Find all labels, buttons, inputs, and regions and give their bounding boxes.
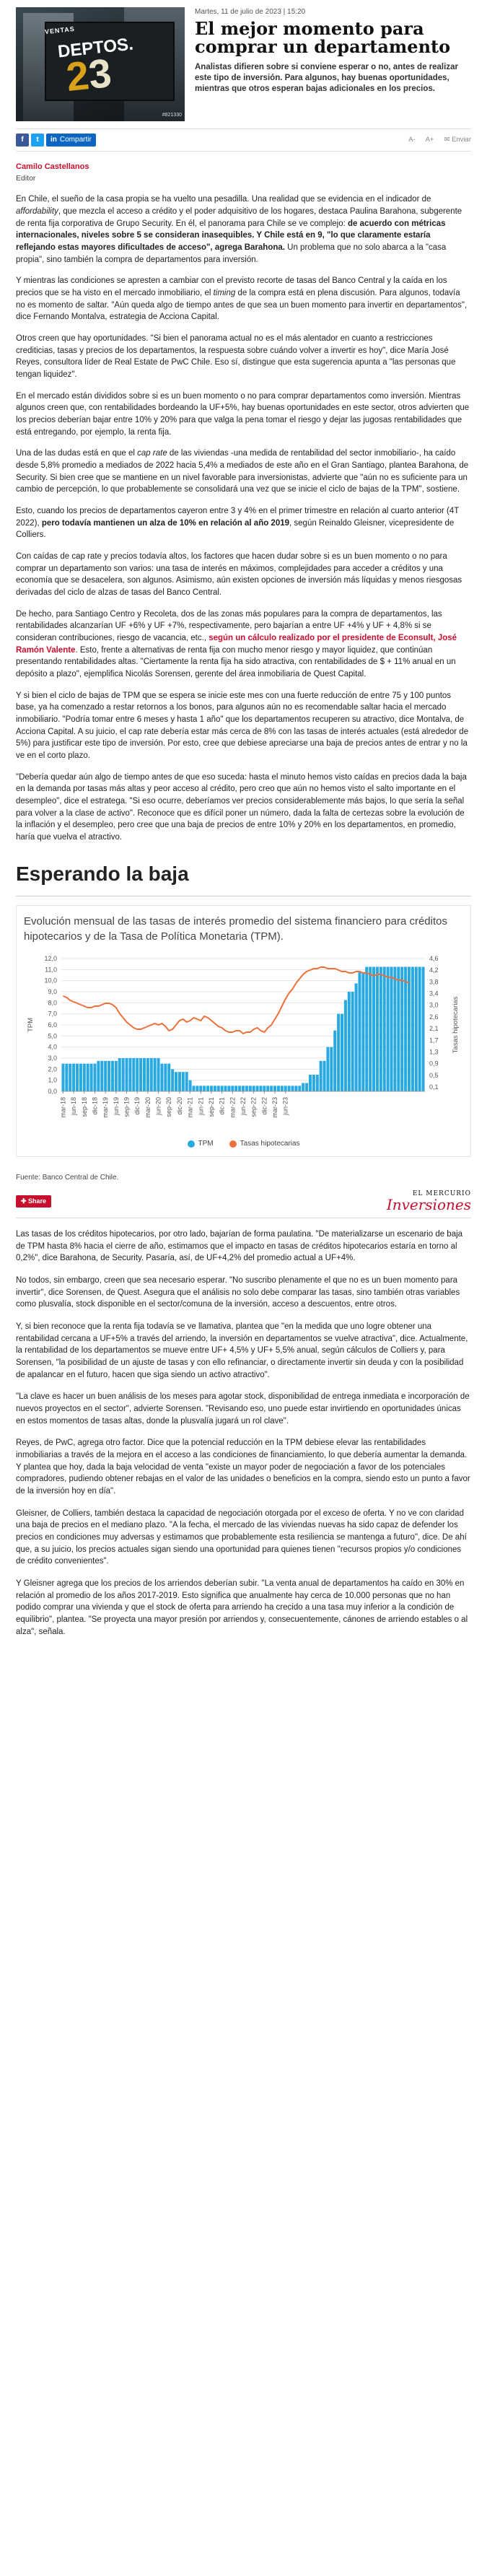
tpm-bar <box>316 1075 319 1091</box>
tpm-bar <box>90 1063 93 1091</box>
tpm-bar <box>217 1086 220 1091</box>
chart-legend <box>24 1139 463 1150</box>
tpm-bar <box>348 992 351 1091</box>
tpm-bar <box>87 1063 89 1091</box>
tpm-bar <box>118 1058 121 1091</box>
tpm-bar <box>136 1058 139 1091</box>
tpm-bar <box>358 972 361 1091</box>
y-tick-label: 4,0 <box>48 1043 57 1051</box>
tpm-bar <box>390 966 393 1091</box>
paragraph: Y mientras las condiciones se apresten a cambiar con el previsto recorte de tasas del Banco Central y la caída en los precios que se ha visto en el mercado inmobiliario, el timing de la compra está en plena discusión. Para algunos, todavía no es momento de saltar. "Aún queda algo de tiempo antes de que sea un buen momento para invertir en departamentos", dice Fernando Montalva, estrategia de Acciona Capital. <box>16 276 468 322</box>
tpm-bar <box>139 1058 142 1091</box>
y-tick-label: 9,0 <box>48 987 57 995</box>
tpm-bar <box>415 966 418 1091</box>
tpm-bar <box>171 1069 174 1091</box>
tpm-bar <box>100 1061 103 1091</box>
paragraph: Otros creen que hay oportunidades. "Si bien el panorama actual no es el más alentador en cuanto a restricciones crediticias, tasas y precios de los departamentos, la respuesta sobre cuándo volver a invertir es hoy", dice María José Reyes, consultora líder de Real Estate de PwC Chile. Eso sí, distingue que esta sugerencia apunta a "las personas que tengan liquidez". <box>16 333 456 379</box>
tpm-bar <box>97 1061 100 1091</box>
x-tick-label: sep-19 <box>123 1096 131 1117</box>
tpm-bar <box>203 1086 206 1091</box>
tpm-bar <box>69 1063 71 1091</box>
tpm-bar <box>404 966 407 1091</box>
paragraph: Las tasas de los créditos hipotecarios, por otro lado, bajarían de forma paulatina. "De materializarse un escenario de baja de TPM hasta 8% hacia el cierre de año, estimamos que el impacto en tasas de créditos hipotecarios estaría en torno al 0,2%", dice Barahona, de Security. Pasaría, así, de UF+4,2% del promedio actual a UF+4%. <box>16 1229 463 1263</box>
tpm-bar <box>245 1086 248 1091</box>
y2-axis-label: Tasas hipotecarias <box>452 996 460 1054</box>
tpm-bar <box>369 966 372 1091</box>
tpm-bar <box>273 1086 276 1091</box>
tpm-bar <box>150 1058 153 1091</box>
tpm-bar <box>122 1058 125 1091</box>
tpm-bar <box>189 1080 192 1091</box>
author-role: Editor <box>16 173 36 183</box>
tpm-bar <box>263 1086 266 1091</box>
tpm-bar <box>351 992 354 1091</box>
author-name[interactable]: Camilo Castellanos <box>16 162 89 171</box>
publish-date: Martes, 11 de julio de 2023 | 15:20 <box>195 8 306 16</box>
tpm-bar <box>108 1061 110 1091</box>
tpm-bar <box>284 1086 287 1091</box>
y2-tick-label: 4,6 <box>429 954 439 962</box>
tpm-bar <box>234 1086 237 1091</box>
x-tick-label: mar-21 <box>186 1096 194 1118</box>
paragraph: "Debería quedar aún algo de tiempo antes de que eso suceda: hasta el minuto hemos visto caídas en precios dada la baja en la demanda por tasas más altas y peor acceso al crédito, pero creo que aún no hemos visto el salto importante en el desempleo", dice el estratega. "Si eso ocurre, deberíamos ver precios considerablemente más bajos, lo que sería la señal para volver a la clase de activo". Reconoce que es difícil poner un número, dada la falta de certezas sobre la evolución de la inflación y el desempleo, pero cree que una baja de precios de entre 10% y 20% en los departamentos, en promedio, haría que vuelva el atractivo. <box>16 772 467 842</box>
tpm-bar <box>379 966 382 1091</box>
author-block <box>16 162 471 184</box>
photo-sign-number: 23 <box>63 49 114 100</box>
tpm-bar <box>164 1063 167 1091</box>
legend-item-tpm[interactable]: TPM <box>188 1139 214 1150</box>
tpm-bar <box>302 1083 304 1091</box>
tpm-bar <box>93 1063 96 1091</box>
share-buttons <box>16 134 96 147</box>
header-text <box>195 7 471 121</box>
send-button[interactable]: ✉ Enviar <box>444 136 471 144</box>
tpm-bar <box>192 1086 195 1091</box>
tpm-bar <box>143 1058 146 1091</box>
x-tick-label: jun-22 <box>240 1096 247 1115</box>
tpm-swatch-icon <box>188 1140 195 1148</box>
hipotecarias-swatch-icon <box>229 1140 237 1148</box>
tpm-bar <box>206 1086 209 1091</box>
tpm-bar <box>418 966 421 1091</box>
tpm-bar <box>238 1086 241 1091</box>
tpm-bar <box>79 1063 82 1091</box>
share-button[interactable]: ✚ Share <box>16 1195 51 1208</box>
tpm-bar <box>154 1058 157 1091</box>
tpm-bar <box>199 1086 202 1091</box>
x-tick-label: sep-20 <box>165 1096 173 1117</box>
x-tick-label: jun-20 <box>154 1096 162 1115</box>
tpm-bar <box>312 1075 315 1091</box>
y-tick-label: 2,0 <box>48 1065 57 1073</box>
tpm-bar <box>355 983 358 1091</box>
x-tick-label: dic-18 <box>91 1096 99 1115</box>
article-header <box>16 0 471 121</box>
tpm-bar <box>270 1086 273 1091</box>
tpm-bar <box>256 1086 259 1091</box>
chart-source: Fuente: Banco Central de Chile. <box>16 1174 119 1182</box>
tpm-bar <box>281 1086 284 1091</box>
paragraph: Y Gleisner agrega que los precios de los arriendos deberían subir. "La venta anual de departamentos ha caído en 30% en relación al promedio de los años 2017-2019. Esto significa que anualmente hay cerca de 10.000 personas que no han podido comprar una vivienda y que el stock de oferta para arriendo ha crecido a una tasa muy inferior a la condición de equilibrio", plantea. "Se proyecta una mayor presión por arriendos y, consecuentemente, cánones de arriendo estables o al alza", señala. <box>16 1579 468 1636</box>
tpm-bar <box>337 1013 340 1091</box>
x-tick-label: sep-18 <box>80 1096 88 1117</box>
y-tick-label: 0,0 <box>48 1087 57 1095</box>
tpm-bar <box>411 966 414 1091</box>
tpm-bar <box>65 1063 68 1091</box>
chart-plot <box>24 950 463 1138</box>
paragraph: Reyes, de PwC, agrega otro factor. Dice que la potencial reducción en la TPM debiese elevar las rentabilidades inmobiliarias a través de la mejora en el acceso a las condiciones de financiamiento, lo que debería aumentar la demanda. Y plantea que hoy, dada la baja velocidad de venta "existe un mayor poder de negociación a favor de los potenciales compradores, pudiendo obtener rebajas en el valor de las unidades o beneficios en la compra, siendo esto un punto a favor de la inversión hoy en día". <box>16 1438 470 1496</box>
paragraph: En Chile, el sueño de la casa propia se ha vuelto una pesadilla. Una realidad que se evidencia en el indicador de affordability, que mezcla el acceso a crédito y el poder adquisitivo de los hogares, destaca Paulina Barahona, subgerente de renta fija corporativa de Grupo Security. En él, el panorama para Chile se ve complejo: de acuerdo con métricas internacionales, niveles sobre 5 se consideran inasequibles. Y Chile está en 9, "lo que claramente estaría reflejando estas mayores dificultades de acceso", agrega Barahona. Un problema que no solo abarca a la "casa propia", sino también la compra de departamentos para inversión. <box>16 195 462 264</box>
tpm-bar <box>422 966 425 1091</box>
tpm-bar <box>309 1075 312 1091</box>
tpm-bar <box>115 1061 118 1091</box>
tpm-bar <box>376 966 379 1091</box>
tpm-bar <box>83 1063 86 1091</box>
tpm-bar <box>320 1061 323 1091</box>
y2-tick-label: 2,1 <box>429 1024 439 1032</box>
y2-tick-label: 0,1 <box>429 1083 439 1091</box>
tpm-bar <box>291 1086 294 1091</box>
tpm-bar <box>128 1058 131 1091</box>
y-tick-label: 6,0 <box>48 1021 57 1029</box>
y-tick-label: 3,0 <box>48 1054 57 1062</box>
envelope-icon: ✉ <box>444 136 452 144</box>
page-title: El mejor momento para comprar un departamento <box>195 17 451 58</box>
tpm-bar <box>104 1061 107 1091</box>
tpm-bar <box>214 1086 216 1091</box>
tpm-bar <box>326 1047 329 1091</box>
x-tick-label: dic-21 <box>218 1096 226 1115</box>
y2-tick-label: 1,3 <box>429 1048 439 1056</box>
tpm-bar <box>372 966 375 1091</box>
article-toolbar <box>16 128 471 152</box>
x-tick-label: mar-22 <box>229 1096 237 1118</box>
tpm-bar <box>323 1061 326 1091</box>
paragraph: Con caídas de cap rate y precios todavía altos, los factores que hacen dudar sobre si es un buen momento o no para comprar un departamento son varios: una tasa de interés en máximos, complejidades para acceder a créditos y una economía que se desacelera, son algunos. Asimismo, aún existen opciones de inversión más líquidas y menos riesgosas derivadas del ciclo de alzas de tasas del Banco Central. <box>16 551 462 597</box>
paragraph: "La clave es hacer un buen análisis de los meses para agotar stock, disponibilidad de entrega inmediata e incorporación de nuevos proyectos en el sector", advierte Sorensen. "Revisando eso, uno puede estar invirtiendo en oportunidades únicas en estos momentos de tasas altas, donde la plusvalía jugará un rol clave". <box>16 1392 470 1425</box>
y2-tick-label: 2,6 <box>429 1013 439 1021</box>
y-axis-label: TPM <box>27 1017 35 1032</box>
tpm-bar <box>61 1063 64 1091</box>
tpm-bar <box>408 966 411 1091</box>
x-tick-label: mar-19 <box>102 1096 110 1118</box>
tpm-bar <box>178 1072 181 1091</box>
tpm-bar <box>383 966 386 1091</box>
linkedin-share-button[interactable]: in Compartir <box>46 134 96 147</box>
photo-sign-main: DEPTOS. <box>56 34 134 62</box>
article-body-continued <box>16 1228 471 1659</box>
econsult-link[interactable]: según un cálculo realizado por el presidente de Econsult, José Ramón Valente <box>16 633 457 655</box>
y-tick-label: 8,0 <box>48 999 57 1007</box>
paragraph: Esto, cuando los precios de departamentos cayeron entre 3 y 4% en el primer trimestre en relación al cuarto anterior (4T 2022), pero todavía mantienen un alza de 10% en relación al año 2019, según Reinaldo Gleisner, vicepresidente de Colliers. <box>16 506 460 540</box>
x-tick-label: sep-21 <box>207 1096 215 1117</box>
y2-tick-label: 0,5 <box>429 1071 439 1079</box>
tpm-bar <box>231 1086 234 1091</box>
x-tick-label: dic-19 <box>133 1096 141 1115</box>
tpm-bar <box>224 1086 227 1091</box>
tpm-bar <box>253 1086 255 1091</box>
y2-tick-label: 3,0 <box>429 1001 439 1009</box>
share-row <box>16 1191 471 1218</box>
tpm-bar <box>294 1086 297 1091</box>
legend-item-hipotecarias[interactable]: Tasas hipotecarias <box>229 1139 300 1150</box>
y-tick-label: 5,0 <box>48 1032 57 1040</box>
paragraph: En el mercado están divididos sobre si es un buen momento o no para comprar departamentos como inversión. Mientras algunos creen que, con rentabilidades bordeando la UF+5%, hay buenas oportunidades en este sector, otros advierten que los precios deberían bajar entre 10% y 20% para que valga la pena tomar el riesgo y dejar las jugosas rentabilidades que está entregando, por ejemplo, la renta fija. <box>16 391 470 437</box>
facebook-share-button[interactable]: f <box>16 134 29 147</box>
tpm-bar <box>227 1086 230 1091</box>
tpm-bar <box>397 966 400 1091</box>
tpm-bar <box>210 1086 213 1091</box>
tpm-bar <box>393 966 396 1091</box>
y-tick-label: 1,0 <box>48 1076 57 1084</box>
section-heading: Esperando la baja <box>16 860 471 897</box>
tpm-bar <box>182 1072 185 1091</box>
tpm-bar <box>259 1086 262 1091</box>
tpm-bar <box>361 972 364 1091</box>
share-icon: ✚ <box>21 1197 29 1205</box>
tpm-bar <box>298 1086 301 1091</box>
tpm-bar <box>277 1086 280 1091</box>
x-tick-label: jun-21 <box>197 1096 205 1115</box>
rates-chart <box>16 905 471 1157</box>
twitter-share-button[interactable]: t <box>31 134 44 147</box>
tpm-bar <box>266 1086 269 1091</box>
tpm-bar <box>365 966 368 1091</box>
paragraph: De hecho, para Santiago Centro y Recoleta, dos de las zonas más populares para la compra de departamentos, las rentabilidades alcanzarían UF +6% y UF +7%, respectivamente, pero bajarían a entre UF +4% y UF + 4,8% si se consideran contribuciones, riesgo de vacancia, etc., según un cálculo realizado por el presidente de Econsult, José Ramón Valente. Esto, frente a alternativas de renta fija con mucho menor riesgo y mayor liquidez, que continúan presentando rentabilidades altas. "Ciertamente la renta fija ha sido atractiva, con rentabilidades de $ + 11% anual en un depósito a plazo", ejemplifica Nicolás Sorensen, gerente del área inmobiliaria de Quest Capital. <box>16 609 457 678</box>
x-tick-label: mar-20 <box>144 1096 152 1118</box>
x-tick-label: dic-20 <box>175 1096 183 1115</box>
tpm-bar <box>146 1058 149 1091</box>
y2-tick-label: 4,2 <box>429 966 439 974</box>
tpm-bar <box>196 1086 198 1091</box>
tpm-bar <box>185 1072 188 1091</box>
tpm-bar <box>400 966 403 1091</box>
paragraph: Una de las dudas está en que el cap rate de las viviendas -una medida de rentabilidad del sector inmobiliario-, ha caído desde 5,8% promedio a mediados de 2022 hacia 5,4% a mediados de este año en el Gran Santiago, plantea Barahona, de Security. Si bien cree que se mantiene en un nivel favorable para inversionistas, advierte que "aún no es suficiente para un cambio de percepción, lo que probablemente se consolidará una vez que se inicie el ciclo de bajas de la TPM", sostiene. <box>16 449 469 494</box>
tpm-bar <box>249 1086 252 1091</box>
y-tick-label: 10,0 <box>44 977 57 984</box>
y-tick-label: 7,0 <box>48 1010 57 1018</box>
tpm-bar <box>126 1058 128 1091</box>
tpm-bar <box>344 1000 347 1091</box>
tpm-bar <box>111 1061 114 1091</box>
tpm-bar <box>288 1086 291 1091</box>
tpm-bar <box>160 1063 163 1091</box>
tpm-bar <box>157 1058 160 1091</box>
x-tick-label: jun-23 <box>281 1096 289 1115</box>
tpm-bar <box>341 1013 343 1091</box>
x-tick-label: jun-19 <box>112 1096 120 1115</box>
chart-title: Evolución mensual de las tasas de interés promedio del sistema financiero para créditos hipotecarios y de la Tasa de Política Monetaria (TPM). <box>24 915 447 943</box>
x-tick-label: dic-22 <box>260 1096 268 1115</box>
tpm-bar <box>72 1063 75 1091</box>
tpm-bar <box>305 1083 308 1091</box>
y2-tick-label: 3,4 <box>429 990 439 997</box>
tpm-bar <box>175 1072 177 1091</box>
tpm-bar <box>76 1063 79 1091</box>
font-increase-button[interactable]: A+ <box>425 136 434 144</box>
x-tick-label: sep-22 <box>250 1096 258 1117</box>
y-tick-label: 12,0 <box>44 954 57 962</box>
x-tick-label: jun-18 <box>70 1096 78 1115</box>
tpm-bar <box>221 1086 224 1091</box>
paragraph: No todos, sin embargo, creen que sea necesario esperar. "No suscribo plenamente el que no es un buen momento para invertir", dice Sorensen, de Quest. Asegura que el análisis no solo debe comparar las tasas, sino también otras variables como plusvalía, stock disponible en el sector/comuna de la inversión, acceso a descuentos, entre otros. <box>16 1275 460 1309</box>
tpm-bar <box>387 966 390 1091</box>
x-tick-label: mar-18 <box>59 1096 67 1118</box>
paragraph: Gleisner, de Colliers, también destaca la capacidad de negociación otorgada por el exceso de oferta. Y no ve con claridad una baja de precios en el mediano plazo. "A la fecha, el mercado de las viviendas nuevas ha sido capaz de defender los precios en condiciones muy adversas y estimamos que probablemente esta resiliencia se mantenga a futuro", dice. De ahí que, a su juicio, los precios actuales sigan siendo una oportunidad para quienes tienen "recursos propios y/o condiciones de crédito convenientes". <box>16 1509 467 1566</box>
tpm-bar <box>333 1030 336 1091</box>
y2-tick-label: 3,8 <box>429 978 439 986</box>
photo-credit: #821330 <box>162 112 182 118</box>
text-tools <box>408 135 471 145</box>
article-body <box>16 193 471 844</box>
y2-tick-label: 0,9 <box>429 1060 439 1067</box>
x-tick-label: mar-23 <box>271 1096 279 1118</box>
font-decrease-button[interactable]: A- <box>408 136 416 144</box>
article-photo <box>16 7 185 121</box>
paragraph: Y, si bien reconoce que la renta fija todavía se ve llamativa, plantea que "en la medida que uno logre obtener una rentabilidad cercana a UF+5% a través del arriendo, la inversión en departamentos se vuelve atractiva", dice. Actualmente, la rentabilidad de los departamentos se mueve entre UF+ 4,5% y UF+ 5,5% anual, según cálculos de Colliers y, para Sorensen, "la posibilidad de un ajuste de tasas y con ello refinanciar, o directamente invertir sin deuda y con la posibilidad de apalancar en el futuro, hacen que siga siendo un activo atractivo". <box>16 1322 468 1379</box>
y-tick-label: 11,0 <box>45 966 57 974</box>
y2-tick-label: 1,7 <box>429 1036 439 1044</box>
brand-logo: EL MERCURIO Inversiones <box>386 1189 471 1213</box>
tpm-bar <box>242 1086 245 1091</box>
tpm-bar <box>167 1063 170 1091</box>
tpm-bar <box>330 1047 333 1091</box>
paragraph: Y si bien el ciclo de bajas de TPM que se espera se inicie este mes con una fuerte reducción de entre 75 y 100 puntos base, ya ha comenzado a restar retornos a los bonos, para algunos aún no es recomendable saltar hacia el mercado inmobiliario. "Podría tomar entre 6 meses y hasta 1 año" que los departamentos recuperen su atractivo, dice Montalva, de Acciona Capital. A su juicio, el cap rate debería estar más cerca de 8% con las tasas de interés actuales (está alrededor de 5%) para justificar este tipo de inversión. Por esto, cree que debiese apreciarse una baja de precios antes de entrar y no la ve en el corto plazo. <box>16 691 469 761</box>
article-lede: Analistas difieren sobre si conviene esperar o no, antes de realizar este tipo de inversión. Para algunos, hay buenas oportunidades, mientras que otros esperan bajas adicionales en los precios. <box>195 63 458 94</box>
photo-sign-top: VENTAS <box>44 25 76 36</box>
tpm-bar <box>132 1058 135 1091</box>
